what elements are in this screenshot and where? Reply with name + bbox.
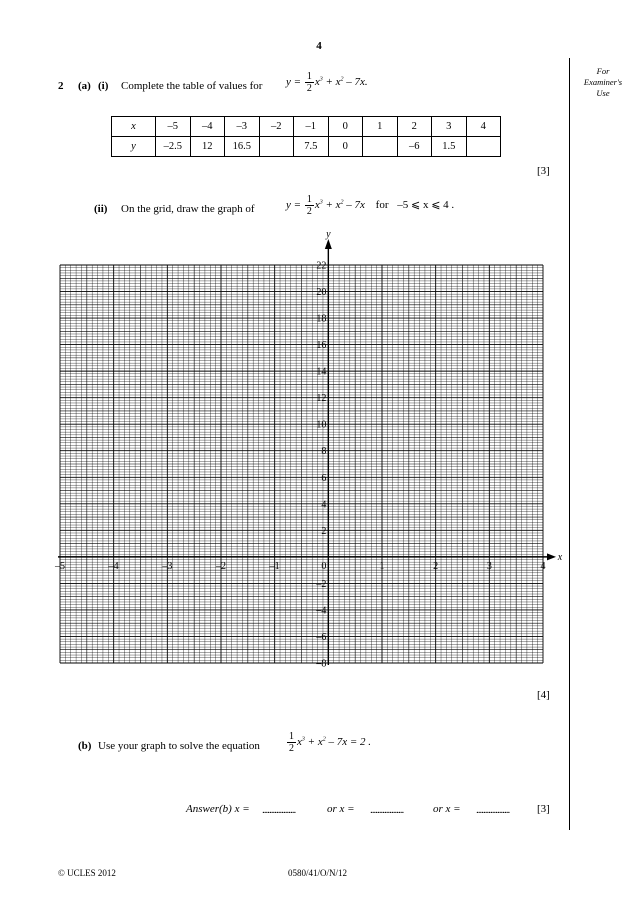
eq-term-x2: + x bbox=[304, 736, 323, 749]
frac-denominator: 2 bbox=[306, 206, 312, 217]
y-tick-label: –4 bbox=[316, 605, 327, 617]
question-number: 2 bbox=[58, 80, 64, 92]
eq-lhs: y = bbox=[286, 76, 302, 89]
y-tick-label: 2 bbox=[321, 525, 327, 537]
table-y-cell: 16.5 bbox=[225, 137, 260, 157]
part-ii-equation: y = $\frac{1}{2}$ $x^3 + x^2 - 7x$ for –5 ⩽ x ⩽ 4 . bbox=[286, 194, 455, 217]
part-ii-instruction: On the grid, draw the graph of bbox=[121, 203, 255, 215]
eq-term-x2: + x bbox=[322, 199, 341, 212]
y-axis-arrow-icon bbox=[325, 239, 332, 249]
eq-for-word: for bbox=[375, 199, 389, 212]
values-table bbox=[111, 116, 501, 157]
x-tick-label: 2 bbox=[433, 560, 439, 572]
table-y-cell-blank[interactable] bbox=[259, 137, 294, 157]
x-tick-label: –1 bbox=[269, 560, 280, 572]
eq-term-x3: x bbox=[297, 736, 302, 749]
frac-numerator: 1 bbox=[306, 194, 312, 205]
y-tick-label: –8 bbox=[316, 658, 327, 670]
table-y-cell: 1.5 bbox=[432, 137, 467, 157]
y-tick-label: 14 bbox=[316, 366, 327, 378]
table-y-cell-blank[interactable] bbox=[363, 137, 398, 157]
y-tick-label: 20 bbox=[316, 287, 327, 299]
y-tick-label: 4 bbox=[321, 499, 327, 511]
footer-paper-code: 0580/41/O/N/12 bbox=[288, 868, 348, 878]
table-x-cell: –1 bbox=[294, 117, 329, 137]
x-tick-label: 3 bbox=[486, 560, 492, 572]
table-x-cell: 1 bbox=[363, 117, 398, 137]
examiner-note-line-3: Use bbox=[596, 88, 610, 98]
table-y-cell: 7.5 bbox=[294, 137, 329, 157]
table-y-cell: 0 bbox=[328, 137, 363, 157]
x-tick-label: 4 bbox=[540, 560, 546, 572]
table-y-cell: 12 bbox=[190, 137, 225, 157]
table-x-cell: 3 bbox=[432, 117, 467, 137]
examiner-note-line-2: Examiner's bbox=[583, 77, 623, 87]
examiner-note-line-1: For bbox=[596, 66, 610, 76]
x-axis-arrow-icon bbox=[547, 553, 556, 560]
answer-b-field-3[interactable]: ................... bbox=[476, 804, 510, 816]
y-tick-label: 6 bbox=[321, 472, 327, 484]
x-tick-label: 1 bbox=[379, 560, 385, 572]
eq-fraction bbox=[305, 71, 314, 94]
part-a-label: (a) bbox=[78, 80, 91, 92]
frac-numerator: 1 bbox=[289, 731, 294, 742]
y-axis-label: y bbox=[326, 229, 331, 240]
y-tick-label: 18 bbox=[316, 313, 327, 325]
table-x-cell: 0 bbox=[328, 117, 363, 137]
page-number: 4 bbox=[316, 40, 322, 52]
footer-copyright: © UCLES 2012 bbox=[58, 868, 116, 878]
frac-denominator: 2 bbox=[306, 83, 312, 94]
y-tick-label: 8 bbox=[321, 446, 327, 458]
answer-b-label: Answer(b) x = bbox=[186, 803, 250, 815]
eq-domain-range: –5 ⩽ x ⩽ 4 . bbox=[397, 199, 455, 212]
answer-b-field-2[interactable]: ................... bbox=[370, 804, 404, 816]
part-i-instruction: Complete the table of values for bbox=[121, 80, 263, 92]
eq-term-x2: + x bbox=[322, 76, 341, 89]
x-tick-label: 0 bbox=[321, 560, 327, 572]
table-y-cell: –2.5 bbox=[156, 137, 191, 157]
x-tick-label: –3 bbox=[162, 560, 173, 572]
x-tick-label: –5 bbox=[55, 560, 65, 572]
table-row-x bbox=[112, 117, 501, 137]
part-b-label: (b) bbox=[78, 740, 92, 752]
y-tick-label: 12 bbox=[316, 393, 327, 405]
table-y-cell-blank[interactable] bbox=[466, 137, 501, 157]
table-x-header: x bbox=[112, 117, 156, 137]
x-tick-label: –4 bbox=[108, 560, 119, 572]
marks-part-i: [3] bbox=[537, 165, 550, 177]
table-x-cell: 2 bbox=[397, 117, 432, 137]
table-y-header: y bbox=[112, 137, 156, 157]
eq-fraction bbox=[287, 731, 296, 754]
table-x-cell: –4 bbox=[190, 117, 225, 137]
marks-part-b: [3] bbox=[537, 803, 550, 815]
x-tick-label: –2 bbox=[216, 560, 226, 572]
part-b-equation: $\frac{1}{2}$ $x^3 + x^2 - 7x = 2$ . bbox=[289, 731, 372, 754]
part-i-label: (i) bbox=[98, 80, 109, 92]
table-x-cell: 4 bbox=[466, 117, 501, 137]
y-tick-label: –2 bbox=[316, 578, 327, 590]
part-i-equation: y = $\frac{1}{2}$ $x^3 + x^2 - 7x$. bbox=[286, 71, 368, 94]
table-row-y bbox=[112, 137, 501, 157]
part-ii-label: (ii) bbox=[94, 203, 108, 215]
table-x-cell: –3 bbox=[225, 117, 260, 137]
eq-fraction bbox=[305, 194, 314, 217]
examiner-use-note bbox=[572, 66, 634, 99]
answer-b-or-1: or x = bbox=[327, 803, 355, 815]
eq-term-7x: – 7x. bbox=[343, 76, 368, 89]
table-x-cell: –2 bbox=[259, 117, 294, 137]
table-x-cell: –5 bbox=[156, 117, 191, 137]
eq-term-x3: x bbox=[314, 76, 320, 89]
y-tick-label: 22 bbox=[316, 260, 327, 272]
y-tick-label: 10 bbox=[316, 419, 327, 431]
frac-denominator: 2 bbox=[289, 743, 294, 754]
eq-lhs: y = bbox=[286, 199, 302, 212]
frac-numerator: 1 bbox=[306, 71, 312, 82]
eq-term-7x: – 7x = 2 . bbox=[325, 736, 372, 749]
eq-term-7x: – 7x bbox=[343, 199, 365, 212]
answer-b-or-2: or x = bbox=[433, 803, 461, 815]
table-y-cell: –6 bbox=[397, 137, 432, 157]
eq-term-x3: x bbox=[314, 199, 320, 212]
x-axis-label: x bbox=[557, 551, 563, 563]
answer-b-field-1[interactable]: ................... bbox=[262, 804, 296, 816]
graph-grid[interactable] bbox=[0, 229, 638, 675]
y-tick-label: 16 bbox=[316, 340, 327, 352]
y-tick-label: –6 bbox=[316, 631, 327, 643]
part-b-instruction: Use your graph to solve the equation bbox=[98, 740, 260, 752]
marks-part-ii: [4] bbox=[537, 689, 550, 701]
